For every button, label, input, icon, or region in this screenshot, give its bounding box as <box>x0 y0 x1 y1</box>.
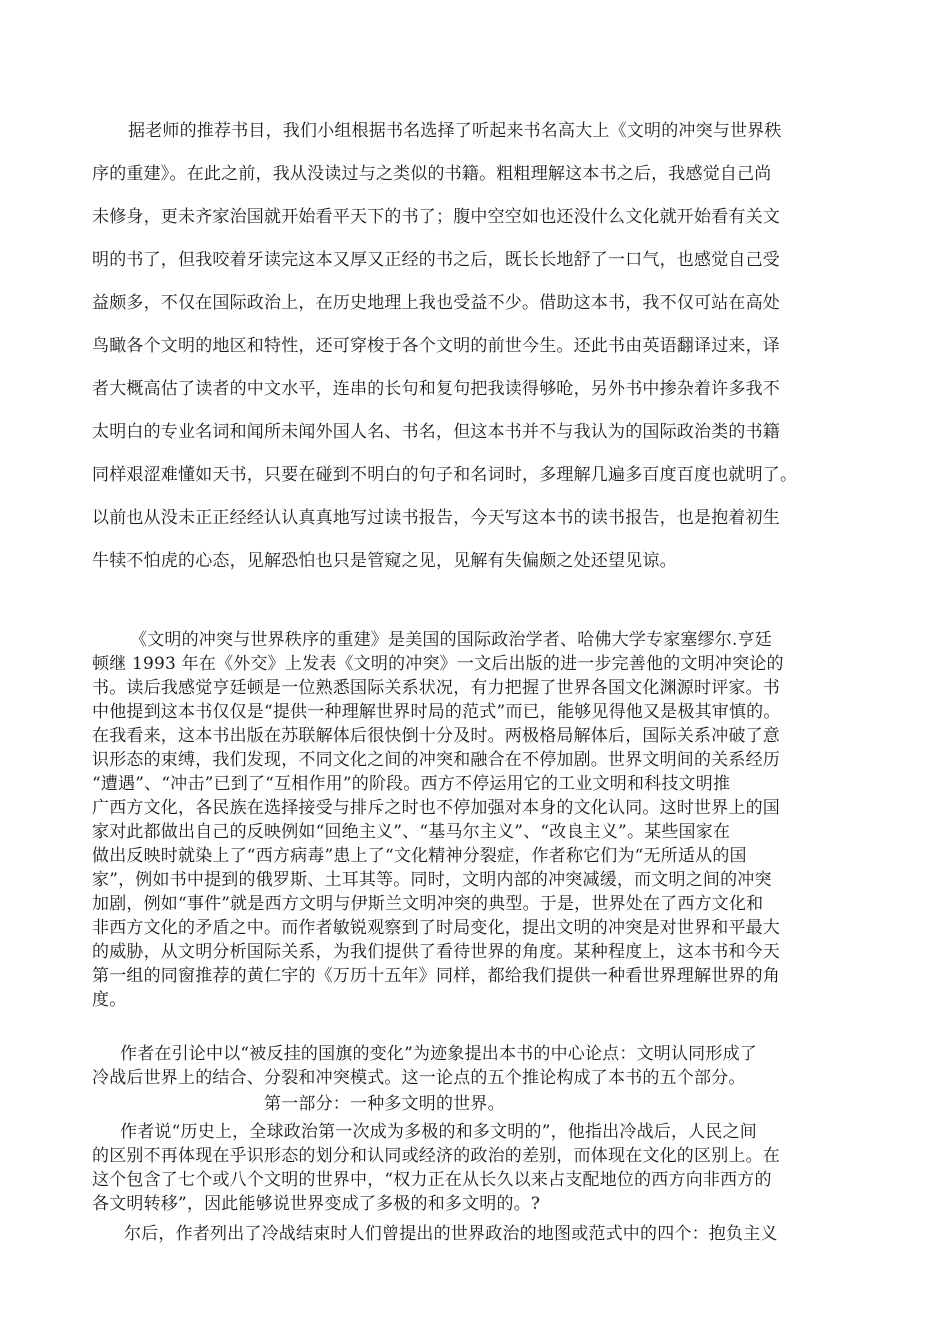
text-line: 加剧，例如“事件”就是西方文明与伊斯兰文明冲突的典型。于是，世界处在了西方文化和 <box>92 894 764 914</box>
text-line: 的区别不再体现在乎识形态的划分和认同或经济的政治的差别，而体现在文化的区别上。在 <box>92 1146 780 1166</box>
text-line: 以前也从没未正正经经认认真真地写过读书报告，今天写这本书的读书报告，也是抱着初生 <box>92 508 780 528</box>
thesis-paragraph <box>92 1042 862 1090</box>
text-line: 《文明的冲突与世界秩序的重建》是美国的国际政治学者、哈佛大学专家塞缪尔.亨廷 <box>130 630 773 650</box>
text-line: 未修身，更未齐家治国就开始看平天下的书了；腹中空空如也还没什么文化就开始看有关文 <box>92 207 780 227</box>
text-line: 度。 <box>92 990 127 1010</box>
text-line: 非西方文化的矛盾之中。而作者敏锐观察到了时局变化，提出文明的冲突是对世界和平最大 <box>92 918 780 938</box>
part-one-heading: 第一部分：一种多文明的世界。 <box>264 1094 505 1114</box>
text-line: 序的重建》。在此之前，我从没读过与之类似的书籍。粗粗理解这本书之后，我感觉自己尚 <box>92 164 772 184</box>
text-line: 明的书了，但我咬着牙读完这本又厚又正经的书之后，既长长地舒了一口气，也感觉自己受 <box>92 250 780 270</box>
text-line: 冷战后世界上的结合、分裂和冲突模式。这一论点的五个推论构成了本书的五个部分。 <box>92 1068 746 1088</box>
text-line: 家”，例如书中提到的俄罗斯、土耳其等。同时，文明内部的冲突减缓，而文明之间的冲突 <box>92 870 772 890</box>
text-line: 据老师的推荐书目，我们小组根据书名选择了听起来书名高大上《文明的冲突与世界秩 <box>128 121 782 141</box>
text-line: 作者说“历史上，全球政治第一次成为多极的和多文明的”，他指出冷战后，人民之间 <box>120 1122 757 1142</box>
text-line: 第一组的同窗推荐的黄仁宇的《万历十五年》同样，都给我们提供一种看世界理解世界的角 <box>92 966 780 986</box>
text-line: 同样艰涩难懂如天书，只要在碰到不明白的句子和名词时，多理解几遍多百度百度也就明了。 <box>92 465 798 485</box>
text-line: 的威胁，从文明分析国际关系，为我们提供了看待世界的角度。某种程度上，这本书和今天 <box>92 942 780 962</box>
text-line: 这个包含了七个或八个文明的世界中，“权力正在从长久以来占支配地位的西方向非西方的 <box>92 1170 772 1190</box>
text-line: 广西方文化，各民族在选择接受与排斥之时也不停加强对本身的文化认同。这时世界上的国 <box>92 798 780 818</box>
text-line: “遭遇”、“冲击”已到了“互相作用”的阶段。西方不停运用它的工业文明和科技文明推 <box>92 774 731 794</box>
text-line: 识形态的束缚，我们发现，不同文化之间的冲突和融合在不停加剧。世界文明间的关系经历 <box>92 750 780 770</box>
text-line: 者大概高估了读者的中文水平，连串的长句和复句把我读得够呛，另外书中掺杂着许多我不 <box>92 379 780 399</box>
text-line: 家对此都做出自己的反映例如“回绝主义”、“基马尔主义”、“改良主义”。某些国家在 <box>92 822 731 842</box>
text-line: 太明白的专业名词和闻所未闻外国人名、书名，但这本书并不与我认为的国际政治类的书籍 <box>92 422 780 442</box>
intro-paragraph <box>92 110 862 583</box>
text-line: 顿继 1993 年在《外交》上发表《文明的冲突》一文后出版的进一步完善他的文明冲突论的 <box>92 654 784 674</box>
text-line: 尔后，作者列出了冷战结束时人们曾提出的世界政治的地图或范式中的四个：抱负主义 <box>124 1224 778 1244</box>
section-heading <box>92 1092 862 1116</box>
part-one-paragraph <box>92 1120 862 1216</box>
text-line: 作者在引论中以“被反挂的国旗的变化”为迹象提出本书的中心论点：文明认同形成了 <box>120 1044 757 1064</box>
text-line: 书。读后我感觉亨廷顿是一位熟悉国际关系状况，有力把握了世界各国文化渊源时评家。书 <box>92 678 780 698</box>
text-line: 益颇多，不仅在国际政治上，在历史地理上我也受益不少。借助这本书，我不仅可站在高处 <box>92 293 780 313</box>
text-line: 鸟瞰各个文明的地区和特性，还可穿梭于各个文明的前世今生。还此书由英语翻译过来，译 <box>92 336 780 356</box>
text-line: 做出反映时就染上了“西方病毒”患上了“文化精神分裂症，作者称它们为“无所适从的国 <box>92 846 747 866</box>
text-line: 各文明转移”，因此能够说世界变成了多极的和多文明的。? <box>92 1194 541 1214</box>
text-line: 中他提到这本书仅仅是“提供一种理解世界时局的范式”而已，能够见得他又是极其审慎的。 <box>92 702 781 722</box>
summary-paragraph <box>92 628 862 1012</box>
text-line: 在我看来，这本书出版在苏联解体后很快倒十分及时。两极格局解体后，国际关系冲破了意 <box>92 726 780 746</box>
paradigm-paragraph <box>92 1222 862 1246</box>
text-line: 牛犊不怕虎的心态，见解恐怕也只是管窥之见，见解有失偏颇之处还望见谅。 <box>92 551 677 571</box>
